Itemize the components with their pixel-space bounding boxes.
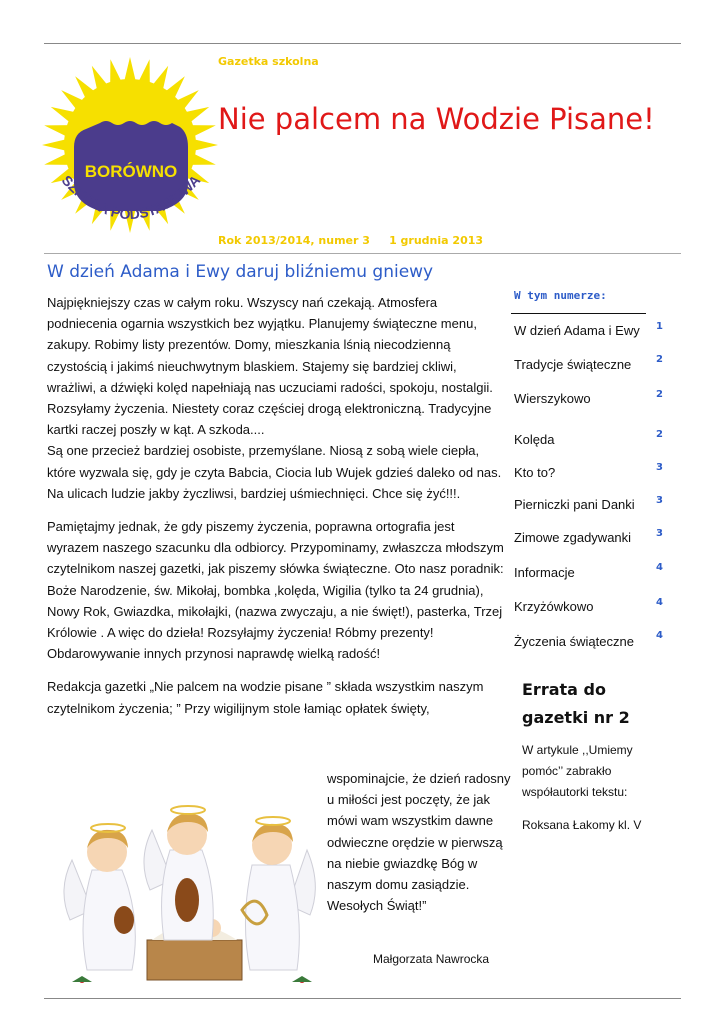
toc-item-page: 3 — [656, 495, 663, 506]
toc-divider — [511, 313, 646, 314]
toc-item-label[interactable]: Kto to? — [514, 465, 556, 480]
toc-item-label[interactable]: Pierniczki pani Danki — [514, 497, 635, 512]
toc-title: W tym numerze: — [514, 289, 607, 302]
toc-item-page: 2 — [656, 354, 663, 365]
article-paragraph-continued: wspominajcie, że dzień radosny u miłości jest poczęty, że jak mówi wam wszystkim dawne odwieczne orędzie w pierwszą na niebie gwiazdkę Bóg w naszym domu zasiądzie. Wesołych Świąt!” — [327, 771, 511, 914]
toc-item-label[interactable]: Informacje — [514, 565, 575, 580]
toc-item-page: 1 — [656, 321, 663, 332]
toc-item-page: 4 — [656, 597, 663, 608]
article-signature: Małgorzata Nawrocka — [373, 952, 490, 966]
toc-item-label[interactable]: Krzyżówkowo — [514, 599, 594, 614]
logo-top-text: BORÓWNO — [84, 162, 178, 181]
page-title: Nie palcem na Wodzie Pisane! — [218, 102, 655, 136]
toc-item-page: 3 — [656, 462, 663, 473]
toc-item-page: 4 — [656, 562, 663, 573]
toc-item-label[interactable]: Życzenia świąteczne — [514, 634, 634, 649]
article-body — [47, 292, 509, 719]
bottom-rule — [44, 998, 681, 999]
article-paragraph: Redakcja gazetki „Nie palcem na wodzie pisane ” składa wszystkim naszym czytelnikom życzenia; ” Przy wigilijnym stole łamiąc opłatek święty, — [47, 679, 484, 716]
toc-item-page: 2 — [656, 389, 663, 400]
toc-item-label[interactable]: Tradycje świąteczne — [514, 357, 632, 372]
toc-item-label[interactable]: Wierszykowo — [514, 391, 591, 406]
logo-arc-text: SZKOŁA PODSTAWOWA — [58, 171, 204, 223]
article-paragraph: Pamiętajmy jednak, że gdy piszemy życzenia, poprawna ortografia jest wyrazem naszego szacunku dla odbiorcy. Przypominamy, zwłaszcza młodszym czytelnikom naszej gazetki, jak piszemy słówka świąteczne. Oto nasz poradnik: Boże Narodzenie, św. Mikołaj, bombka ,kolęda, Wigilia (tylko ta 24 grudnia), Nowy Rok, Gwiazdka, mikołajki, (nazwa zwyczaju, a nie święt!), pasterka, Trzej Królowie . A więc do dzieła! Rozsyłajmy życzenia! Róbmy prezenty! Obdarowywanie innych przynosi naprawdę wielką radość! — [47, 519, 504, 662]
article-paragraph: Są one przecież bardziej osobiste, przemyślane. Niosą z sobą wiele ciepła, które wyzwala się, gdy je czyta Babcia, Ciocia lub Wujek gdzieś daleko od nas. Na ulicach ludzie jakby życzliwsi, bardziej uśmiechnięci. Chce się żyć!!!. — [47, 443, 502, 501]
school-logo — [40, 55, 220, 250]
toc-item-page: 4 — [656, 630, 663, 641]
toc-item-page: 2 — [656, 429, 663, 440]
toc-item-label[interactable]: Kolęda — [514, 432, 555, 447]
toc-item-page: 3 — [656, 528, 663, 539]
toc-item-label[interactable]: W dzień Adama i Ewy — [514, 323, 640, 338]
top-rule — [44, 43, 681, 44]
header-divider — [44, 253, 681, 254]
errata-signature: Roksana Łakomy kl. V — [522, 818, 642, 832]
errata-title: Errata do gazetki nr 2 — [522, 680, 630, 727]
article-headline: W dzień Adama i Ewy daruj bliźniemu gniewy — [47, 262, 434, 282]
issue-line: Rok 2013/2014, numer 3 1 grudnia 2013 — [218, 234, 484, 247]
article-paragraph: Najpiękniejszy czas w całym roku. Wszyscy nań czekają. Atmosfera podniecenia ogarnia wszystkich bez wyjątku. Planujemy świąteczne menu, zakupy. Robimy listy prezentów. Domy, mieszkania lśnią niecodzienną czystością i jakimś nieuchwytnym blaskiem. Stajemy się bardziej ckliwi, wrażliwi, a dźwięki kolęd napełniają nas uczuciami radości, spokoju, nostalgii. Rozsyłamy życzenia. Niestety coraz częściej drogą elektroniczną. Tradycyjne kartki raczej poszły w kąt. A szkoda.... — [47, 295, 493, 438]
toc-item-label[interactable]: Zimowe zgadywanki — [514, 530, 632, 545]
angels-illustration — [52, 790, 327, 995]
errata-body: W artykule ,,Umiemy pomóc’’ zabrakło współautorki tekstu: — [522, 743, 633, 799]
paper-name: Gazetka szkolna — [218, 55, 319, 68]
